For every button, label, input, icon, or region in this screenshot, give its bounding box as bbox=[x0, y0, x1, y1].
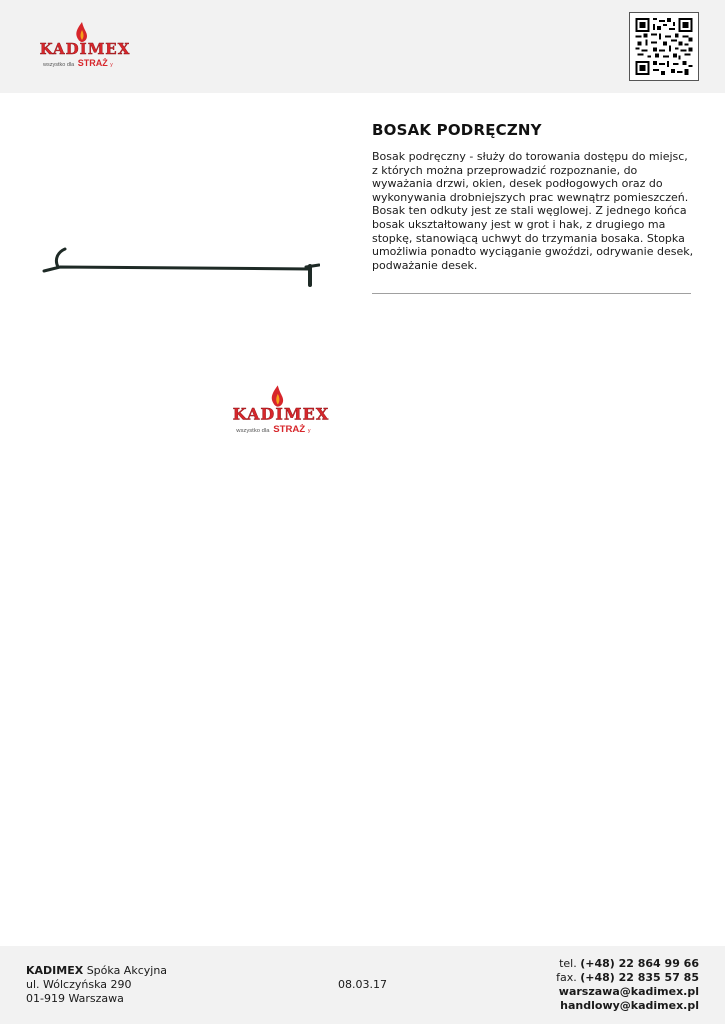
page-footer bbox=[0, 946, 725, 1024]
pike-hook-tool-icon bbox=[44, 249, 319, 285]
logo-brand: KADIMEX bbox=[232, 404, 330, 424]
logo-slogan-word: STRAŻ bbox=[273, 424, 306, 436]
company-type: Spóka Akcyjna bbox=[83, 964, 168, 977]
tel-label: tel. bbox=[559, 957, 581, 970]
document-date: 08.03.17 bbox=[338, 978, 387, 991]
section-divider bbox=[372, 293, 691, 294]
company-city: 01-919 Warszawa bbox=[26, 992, 124, 1005]
product-title: BOSAK PODRĘCZNY bbox=[372, 121, 542, 139]
logo-brand: KADIMEX bbox=[39, 40, 131, 58]
kadimex-logo-watermark bbox=[216, 385, 346, 439]
email-handlowy[interactable]: handlowy@kadimex.pl bbox=[560, 999, 699, 1012]
qr-code-icon bbox=[635, 18, 693, 75]
company-name: KADIMEX bbox=[26, 964, 84, 977]
company-street: ul. Wólczyńska 290 bbox=[26, 978, 132, 991]
contact-info bbox=[556, 957, 699, 1013]
logo-slogan-suffix: y bbox=[307, 428, 311, 435]
fax-label: fax. bbox=[556, 971, 581, 984]
logo-slogan-suffix: y bbox=[110, 62, 113, 68]
svg-text:wszystko dla STRAŻ y bbox=[235, 424, 311, 435]
kadimex-logo bbox=[24, 22, 146, 72]
company-address bbox=[26, 964, 167, 1006]
tel-number[interactable]: (+48) 22 864 99 66 bbox=[580, 957, 699, 970]
logo-slogan-prefix: wszystko dla bbox=[236, 428, 270, 435]
page-header bbox=[0, 0, 725, 93]
fax-number: (+48) 22 835 57 85 bbox=[580, 971, 699, 984]
logo-slogan-prefix: wszystko dla bbox=[43, 62, 75, 68]
svg-text:wszystko dla STRAŻ bbox=[42, 58, 113, 68]
qr-code[interactable] bbox=[629, 12, 699, 81]
product-image bbox=[40, 245, 320, 290]
product-description: Bosak podręczny - służy do torowania dostępu do miejsc, z których można przeprowadzić rozpoznanie, do wyważania drzwi, okien, desek podłogowych oraz do wykonywania drobniejszych prac wewnątrz pomieszczeń. Bosak ten odkuty jest ze stali węglowej. Z jednego końca bosak ukształtowany jest w grot i hak, z drugiego ma stopkę, stanowiącą uchwyt do trzymania bosaka. Stopka umożliwia ponadto wyciąganie gwoździ, odrywanie desek, podważanie desek. bbox=[372, 150, 694, 272]
logo-slogan-word: STRAŻ bbox=[77, 58, 108, 68]
email-warszawa[interactable]: warszawa@kadimex.pl bbox=[558, 985, 699, 998]
flame-icon bbox=[76, 22, 87, 42]
